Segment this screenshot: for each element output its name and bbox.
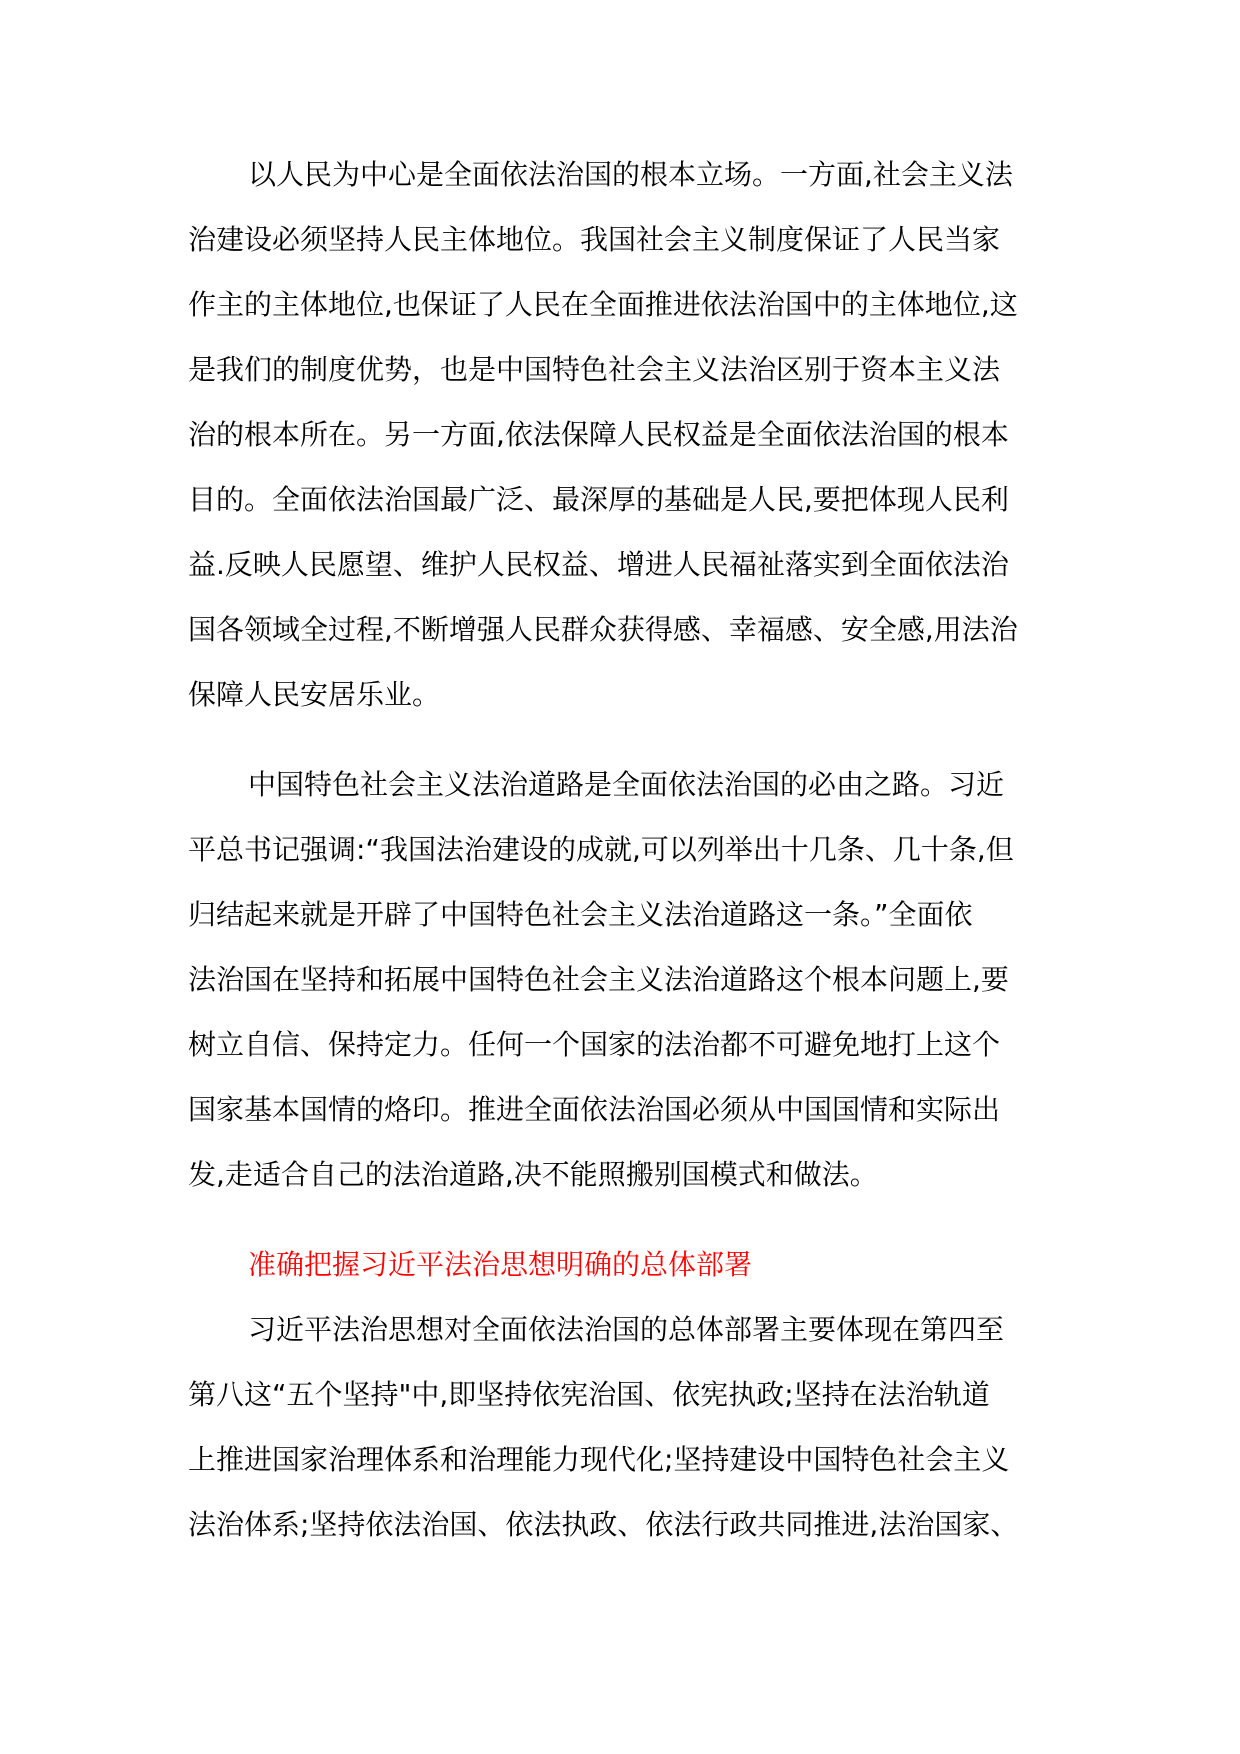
paragraph-line: 目的。全面依法治国最广泛、最深厚的基础是人民,要把体现人民利 (188, 483, 1009, 516)
paragraph-line: 国家基本国情的烙印。推进全面依法治国必须从中国国情和实际出 (188, 1093, 1001, 1126)
paragraph-rule-of-law-path (188, 752, 1068, 1207)
paragraph-line: 以人民为中心是全面依法治国的根本立场。一方面,社会主义法 (248, 158, 1013, 191)
paragraph-line: 上推进国家治理体系和治理能力现代化;坚持建设中国特色社会主义 (188, 1443, 1010, 1476)
paragraph-line: 治的根本所在。另一方面,依法保障人民权益是全面依法治国的根本 (188, 418, 1009, 451)
paragraph-line: 治建设必须坚持人民主体地位。我国社会主义制度保证了人民当家 (188, 223, 1001, 256)
paragraph-line: 法治国在坚持和拓展中国特色社会主义法治道路这个根本问题上,要 (188, 963, 1009, 996)
paragraph-line: 作主的主体地位,也保证了人民在全面推进依法治国中的主体地位,这 (188, 288, 1018, 321)
paragraph-line: 国各领域全过程,不断增强人民群众获得感、幸福感、安全感,用法治 (188, 613, 1018, 646)
section-heading (188, 1232, 1068, 1297)
paragraph-line: 法治体系;坚持依法治国、依法执政、依法行政共同推进,法治国家、 (188, 1508, 1019, 1541)
paragraph-line: 平总书记强调:“我国法治建设的成就,可以列举出十几条、几十条,但 (188, 833, 1014, 866)
paragraph-line: 第八这“五个坚持"中,即坚持依宪治国、依宪执政;坚持在法治轨道 (188, 1378, 990, 1411)
paragraph-line: 发,走适合自己的法治道路,决不能照搬别国模式和做法。 (188, 1158, 878, 1191)
paragraph-overall-deployment (188, 1297, 1068, 1557)
section-heading-text: 准确把握习近平法治思想明确的总体部署 (248, 1248, 753, 1281)
paragraph-line: 中国特色社会主义法治道路是全面依法治国的必由之路。习近 (248, 768, 1005, 801)
paragraph-line: 保障人民安居乐业。 (188, 678, 441, 711)
paragraph-line: 树立自信、保持定力。任何一个国家的法治都不可避免地打上这个 (188, 1028, 1001, 1061)
paragraph-line: 归结起来就是开辟了中国特色社会主义法治道路这一条。”全面依 (188, 898, 973, 931)
paragraph-line: 是我们的制度优势，也是中国特色社会主义法治区别于资本主义法 (188, 353, 1001, 386)
paragraph-people-centered (188, 142, 1068, 727)
paragraph-line: 习近平法治思想对全面依法治国的总体部署主要体现在第四至 (248, 1313, 1005, 1346)
paragraph-line: 益.反映人民愿望、维护人民权益、增进人民福祉落实到全面依法治 (188, 548, 1009, 581)
